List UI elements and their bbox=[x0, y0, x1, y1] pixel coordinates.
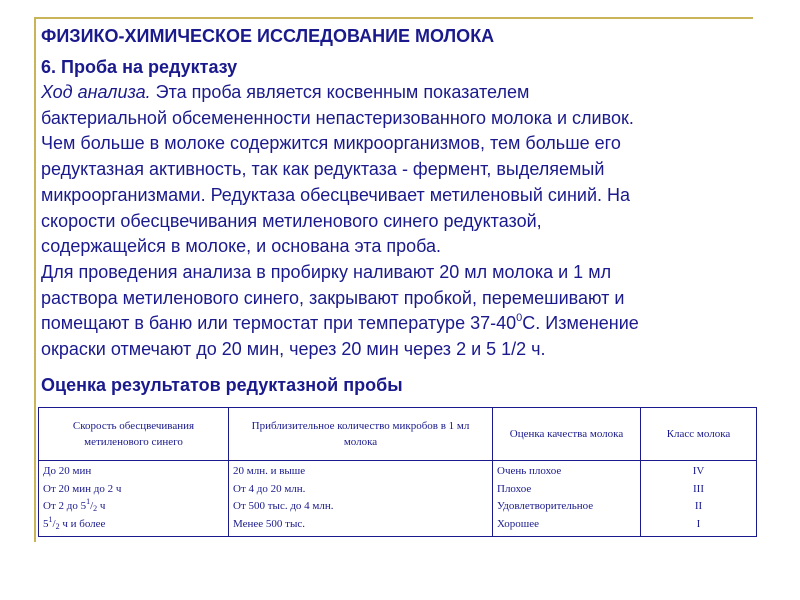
text-line: раствора метиленового синего, закрывают пробкой, перемешивают и bbox=[41, 287, 625, 308]
section-heading: 6. Проба на редуктазу bbox=[41, 57, 238, 77]
quality-value: Удовлетворительное bbox=[497, 500, 594, 512]
text-line: Для проведения анализа в пробирку наливают 20 мл молока и 1 мл bbox=[41, 261, 612, 282]
class-value: IV bbox=[692, 465, 705, 477]
intro-line-rest: Эта проба является косвенным показателем bbox=[150, 82, 530, 102]
header-decolorization-speed: Скорость обесцвечивания метиленового синего bbox=[39, 408, 229, 461]
intro-italic-label: Ход анализа. bbox=[41, 82, 151, 102]
class-value: III bbox=[693, 482, 704, 495]
results-heading: Оценка результатов редуктазной пробы bbox=[41, 375, 403, 395]
class-value: II bbox=[694, 500, 703, 512]
degree-superscript: 0 bbox=[516, 312, 523, 325]
table-header-row bbox=[39, 408, 757, 461]
slide-title: ФИЗИКО-ХИМИЧЕСКОЕ ИССЛЕДОВАНИЕ МОЛОКА bbox=[41, 26, 495, 46]
paragraph-procedure-steps bbox=[41, 260, 781, 363]
speed-value: От 20 мин до 2 ч bbox=[43, 482, 122, 495]
header-quality-assessment: Оценка качества молока bbox=[493, 408, 641, 461]
quality-value: Плохое bbox=[497, 482, 532, 495]
text-line: бактериальной обсемененности непастеризованного молока и сливок. bbox=[41, 107, 634, 128]
quality-value: Очень плохое bbox=[497, 465, 562, 477]
text-line bbox=[41, 80, 781, 106]
speed-value: От 2 до $5^1/_2$ ч bbox=[43, 497, 106, 513]
table-row bbox=[39, 461, 757, 537]
microbe-count-value: Менее 500 тыс. bbox=[233, 517, 305, 530]
reductase-results-table bbox=[38, 407, 757, 537]
cell-microbe-count bbox=[229, 461, 493, 537]
text-line: Чем больше в молоке содержится микроорганизмов, тем больше его bbox=[41, 133, 621, 154]
microbe-count-value: От 500 тыс. до 4 млн. bbox=[233, 500, 334, 512]
text-line-temperature bbox=[41, 311, 781, 337]
speed-value: $5^1/_2$ ч и более bbox=[43, 514, 106, 531]
slide-frame-left-border bbox=[34, 17, 36, 542]
paragraph-procedure-intro bbox=[41, 80, 781, 260]
temperature-text-after: С. Изменение bbox=[522, 313, 639, 334]
cell-quality-assessment bbox=[493, 461, 641, 537]
text-line: окраски отмечают до 20 мин, через 20 мин через 2 и 5 1/2 ч. bbox=[41, 339, 546, 360]
text-line: содержащейся в молоке, и основана эта проба. bbox=[41, 236, 442, 257]
speed-value: До 20 мин bbox=[43, 465, 92, 477]
text-line: скорости обесцвечивания метиленового синего редуктазой, bbox=[41, 210, 542, 231]
slide-frame-top-border bbox=[34, 17, 753, 19]
temperature-text: помещают в баню или термостат при температуре 37-40 bbox=[41, 313, 517, 334]
microbe-count-value: 20 млн. и выше bbox=[233, 465, 306, 477]
microbe-count-value: От 4 до 20 млн. bbox=[233, 482, 306, 495]
analysis-description bbox=[41, 80, 781, 363]
cell-decolorization-speed bbox=[39, 461, 229, 537]
cell-milk-class bbox=[641, 461, 757, 537]
header-milk-class: Класс молока bbox=[641, 408, 757, 461]
text-line: редуктазная активность, так как редуктаза - фермент, выделяемый bbox=[41, 159, 605, 180]
quality-value: Хорошее bbox=[497, 517, 539, 530]
header-microbe-count: Приблизительное количество микробов в 1 мл молока bbox=[229, 408, 493, 461]
text-line: микроорганизмами. Редуктаза обесцвечивает метиленовый синий. На bbox=[41, 184, 631, 205]
class-value: I bbox=[696, 517, 701, 530]
